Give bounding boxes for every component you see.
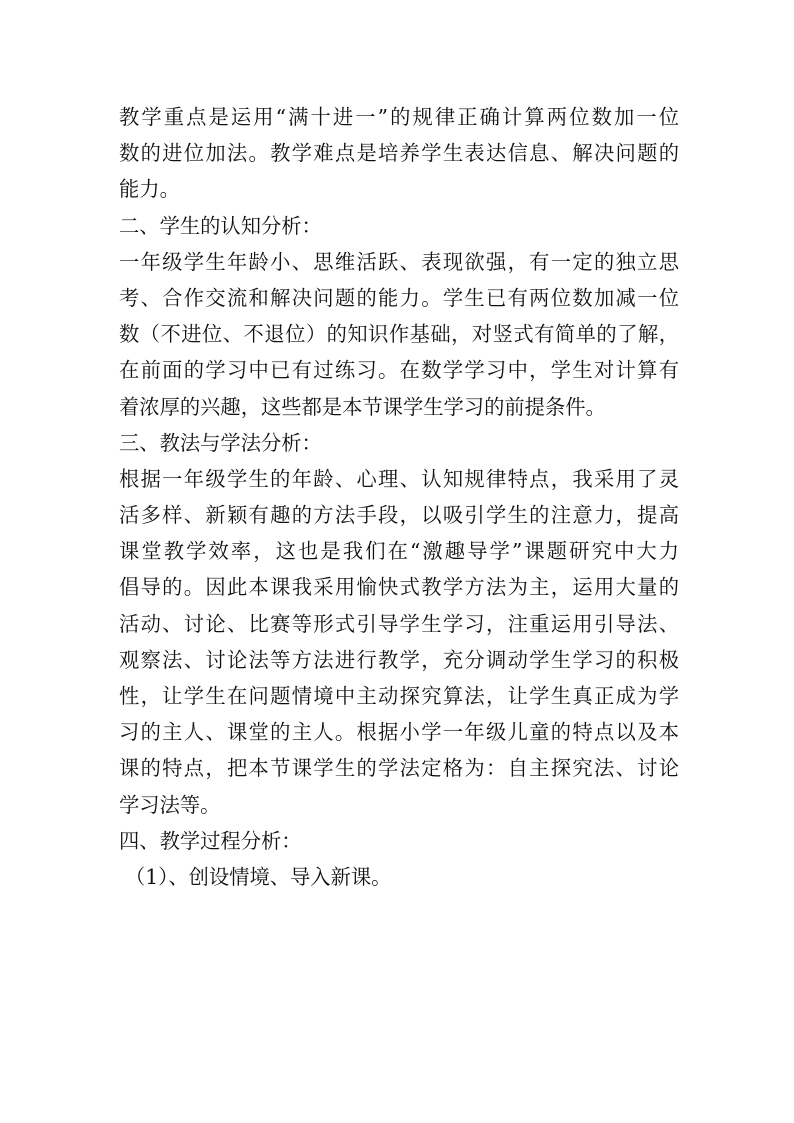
section-heading: 二、学生的认知分析： xyxy=(119,213,322,238)
text-line: 性，让学生在问题情境中主动探究算法，让学生真正成为学 xyxy=(119,684,679,708)
text-line: 学习法等。 xyxy=(119,792,221,817)
text-line: 教学重点是运用“满十进一”的规律正确计算两位数加一位 xyxy=(119,105,679,129)
text-line: 数的进位加法。教学难点是培养学生表达信息、解决问题的 xyxy=(119,141,679,166)
text-line: 能力。 xyxy=(119,177,180,202)
subsection-heading: （1）、创设情境、导入新课。 xyxy=(125,864,392,889)
text-line: 根据一年级学生的年龄、心理、认知规律特点，我采用了灵 xyxy=(119,466,679,491)
text-line: 数（不进位、不退位）的知识作基础，对竖式有简单的了解， xyxy=(119,322,679,347)
text-line: 课堂教学效率，这也是我们在“激趣导学”课题研究中大力 xyxy=(119,539,679,564)
text-line: 活动、讨论、比赛等形式引导学生学习，注重运用引导法、 xyxy=(119,611,679,636)
text-line: 观察法、讨论法等方法进行教学，充分调动学生学习的积极 xyxy=(119,647,679,672)
section-heading: 三、教法与学法分析： xyxy=(119,430,322,455)
text-line: 一年级学生年龄小、思维活跃、表现欲强，有一定的独立思 xyxy=(119,249,679,274)
text-line: 倡导的。因此本课我采用愉快式教学方法为主，运用大量的 xyxy=(119,575,679,600)
text-line: 在前面的学习中已有过练习。在数学学习中，学生对计算有 xyxy=(119,358,679,383)
text-line: 考、合作交流和解决问题的能力。学生已有两位数加减一位 xyxy=(119,285,679,310)
text-line: 活多样、新颖有趣的方法手段，以吸引学生的注意力，提高 xyxy=(119,503,679,528)
text-line: 着浓厚的兴趣，这些都是本节课学生学习的前提条件。 xyxy=(119,394,606,419)
section-heading: 四、教学过程分析： xyxy=(119,828,302,853)
text-line: 课的特点，把本节课学生的学法定格为：自主探究法、讨论 xyxy=(119,756,679,781)
text-line: 习的主人、课堂的主人。根据小学一年级儿童的特点以及本 xyxy=(119,720,679,745)
document-body xyxy=(119,99,679,895)
